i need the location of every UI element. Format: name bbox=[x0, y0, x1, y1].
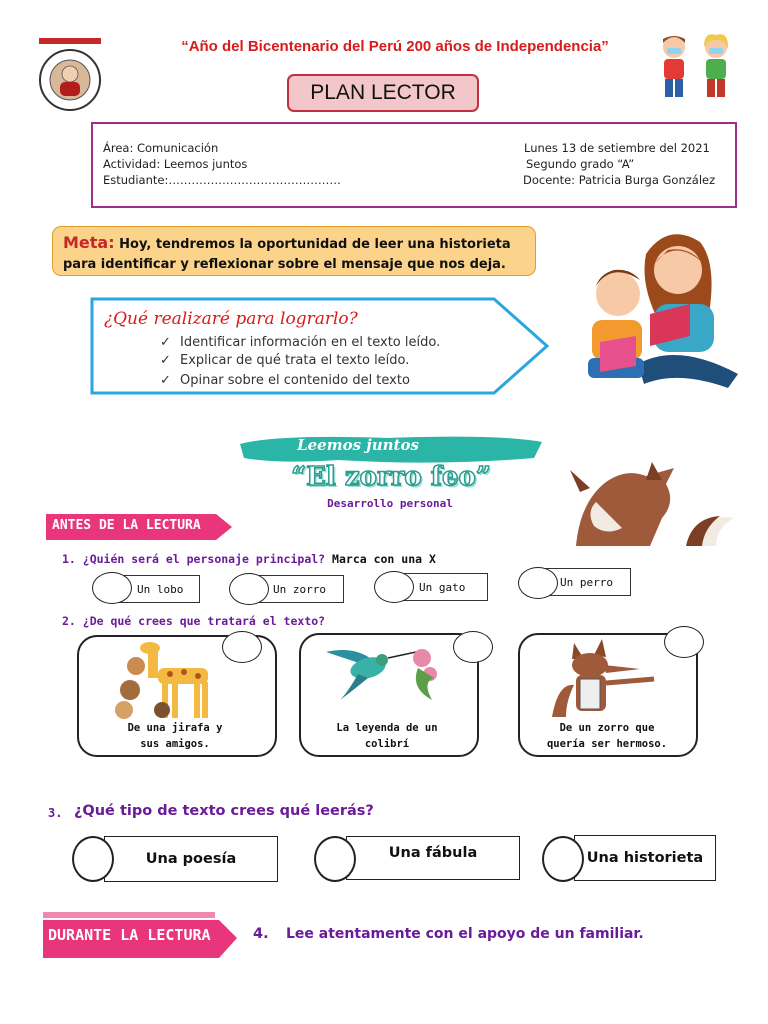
plan-item: ✓ Identificar información en el texto leído. bbox=[160, 335, 441, 350]
estudiante-field[interactable]: Estudiante:……………………………………… bbox=[103, 173, 341, 187]
header-title: “Año del Bicentenario del Perú 200 años de Independencia” bbox=[181, 38, 609, 55]
giraffe-friends-image bbox=[110, 642, 220, 720]
actividad-text: Actividad: Leemos juntos bbox=[103, 157, 248, 171]
hummingbird-image bbox=[322, 638, 444, 708]
q2-card-jirafa-text: De una jirafa y sus amigos. bbox=[127, 722, 223, 750]
q1-checkbox-zorro[interactable] bbox=[229, 573, 269, 605]
durante-banner-label: DURANTE LA LECTURA bbox=[48, 926, 211, 944]
q1-checkbox-perro[interactable] bbox=[518, 567, 558, 599]
q2-card-colibri-text: La leyenda de un colibrí bbox=[336, 722, 438, 750]
info-box bbox=[91, 122, 737, 208]
q3-checkbox-poesia[interactable] bbox=[72, 836, 114, 882]
check-icon: ✓ bbox=[160, 335, 171, 350]
q3-option-poesia[interactable]: Una poesía bbox=[104, 836, 278, 882]
plan-item: ✓ Explicar de qué trata el texto leído. bbox=[160, 353, 410, 368]
q3-option-historieta[interactable]: Una historieta bbox=[574, 835, 716, 881]
question-4-number: 4. bbox=[253, 926, 269, 942]
date-text: Lunes 13 de setiembre del 2021 bbox=[524, 141, 710, 155]
question-1: 1. ¿Quién será el personaje principal? Marca con una X bbox=[62, 552, 436, 566]
question-2: 2. ¿De qué crees que tratará el texto? bbox=[62, 614, 326, 628]
q1-option-perro[interactable]: Un perro bbox=[543, 568, 631, 596]
mother-child-reading-illustration bbox=[578, 224, 743, 392]
plan-lector-label: PLAN LECTOR bbox=[287, 74, 479, 112]
school-seal bbox=[33, 38, 108, 113]
leemos-juntos-text: Leemos juntos bbox=[297, 436, 419, 454]
area-text: Área: Comunicación bbox=[103, 141, 219, 155]
q1-checkbox-gato[interactable] bbox=[374, 571, 414, 603]
q2-checkbox-colibri[interactable] bbox=[453, 631, 493, 663]
q2-checkbox-zorro[interactable] bbox=[664, 626, 704, 658]
grade-text: Segundo grado “A” bbox=[526, 157, 635, 171]
q1-checkbox-lobo[interactable] bbox=[92, 572, 132, 604]
q3-checkbox-historieta[interactable] bbox=[542, 836, 584, 882]
check-icon: ✓ bbox=[160, 373, 171, 388]
teacher-text: Docente: Patricia Burga González bbox=[523, 173, 716, 187]
q2-card-zorro-text: De un zorro que quería ser hermoso. bbox=[546, 722, 668, 750]
q3-checkbox-fabula[interactable] bbox=[314, 836, 356, 882]
meta-text: Hoy, tendremos la oportunidad de leer una historieta para identificar y reflexionar sobre el mensaje que nos deja. bbox=[63, 237, 511, 272]
story-subtitle: Desarrollo personal bbox=[327, 497, 453, 510]
q3-option-fabula[interactable]: Una fábula bbox=[346, 836, 520, 880]
meta-label: Meta: bbox=[63, 233, 115, 252]
story-title: “El zorro feo” bbox=[291, 462, 491, 492]
plan-question: ¿Qué realizaré para lograrlo? bbox=[104, 309, 358, 329]
fox-illustration bbox=[566, 462, 736, 546]
plan-item: ✓ Opinar sobre el contenido del texto bbox=[160, 373, 410, 388]
kids-with-masks-illustration bbox=[652, 33, 742, 105]
fox-card-image bbox=[550, 633, 662, 719]
antes-banner-label: ANTES DE LA LECTURA bbox=[52, 518, 201, 533]
q1-option-zorro[interactable]: Un zorro bbox=[254, 575, 344, 603]
check-icon: ✓ bbox=[160, 353, 171, 368]
question-3-number: 3. bbox=[48, 806, 63, 820]
q2-checkbox-jirafa[interactable] bbox=[222, 631, 262, 663]
question-4: Lee atentamente con el apoyo de un familiar. bbox=[286, 926, 644, 942]
q1-option-lobo[interactable]: Un lobo bbox=[118, 575, 200, 603]
q1-option-gato[interactable]: Un gato bbox=[400, 573, 488, 601]
question-3: ¿Qué tipo de texto crees qué leerás? bbox=[74, 803, 374, 819]
meta-box bbox=[52, 226, 536, 276]
